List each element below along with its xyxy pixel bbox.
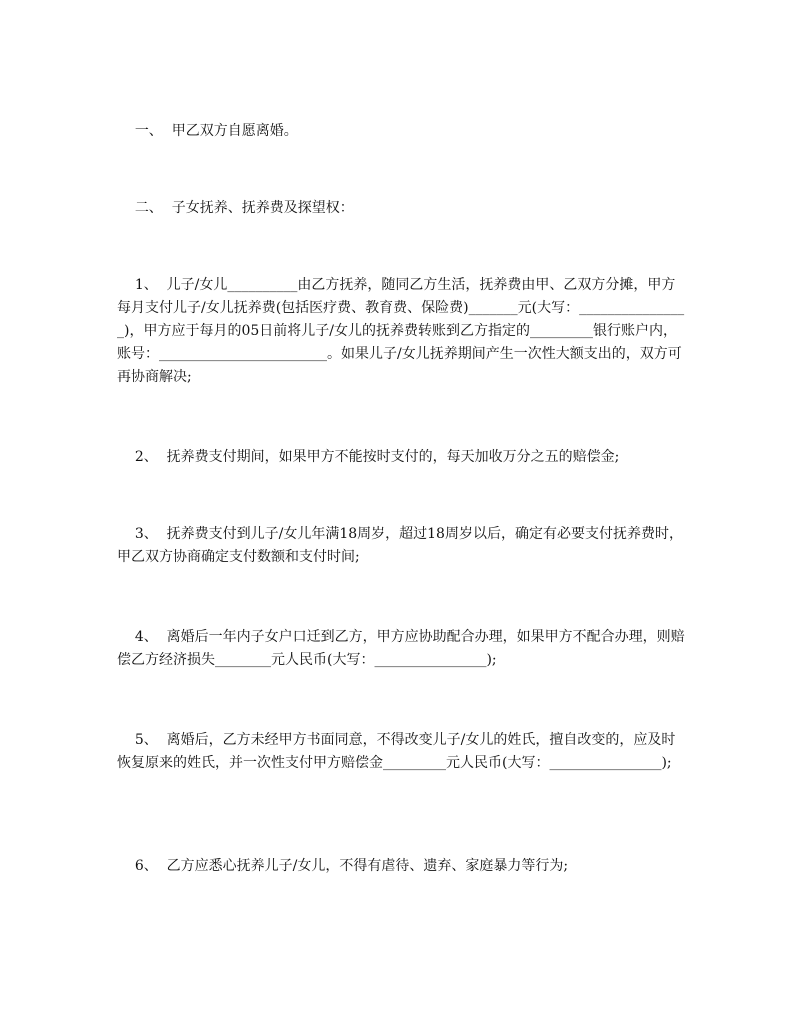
clause-1-heading: 一、 甲乙双方自愿离婚。: [117, 123, 298, 139]
clause-2-heading: 二、 子女抚养、抚养费及探望权：: [117, 200, 354, 216]
clause-2-item-3: 3、 抚养费支付到儿子/女儿年满18周岁，超过18周岁以后，确定有必要支付抚养费时，甲乙双方协商确定支付数额和支付时间;: [117, 526, 683, 565]
clause-2-item-5: 5、 离婚后，乙方未经甲方书面同意，不得改变儿子/女儿的姓氏，擅自改变的，应及时恢复原来的姓氏，并一次性支付甲方赔偿金_________元人民币(大写：________________);: [117, 732, 676, 771]
clause-2-item-1: 1、 儿子/女儿__________由乙方抚养，随同乙方生活，抚养费由甲、乙双方分摊，甲方每月支付儿子/女儿抚养费(包括医疗费、教育费、保险费)_______元(大写：________________)，甲方应于每月的05日前将儿子/女儿的抚养费转账到乙方指定的_________银行账户内，账号：________________________。如果儿子/女儿抚养期间产生一次性大额支出的，双方可再协商解决;: [117, 277, 685, 385]
clause-2-item-2: 2、 抚养费支付期间，如果甲方不能按时支付的，每天加收万分之五的赔偿金;: [117, 449, 620, 465]
clause-2-item-6: 6、 乙方应悉心抚养儿子/女儿，不得有虐待、遗弃、家庭暴力等行为;: [117, 858, 569, 874]
clause-2-item-4: 4、 离婚后一年内子女户口迁到乙方，甲方应协助配合办理，如果甲方不配合办理，则赔偿乙方经济损失________元人民币(大写：________________);: [117, 629, 685, 668]
